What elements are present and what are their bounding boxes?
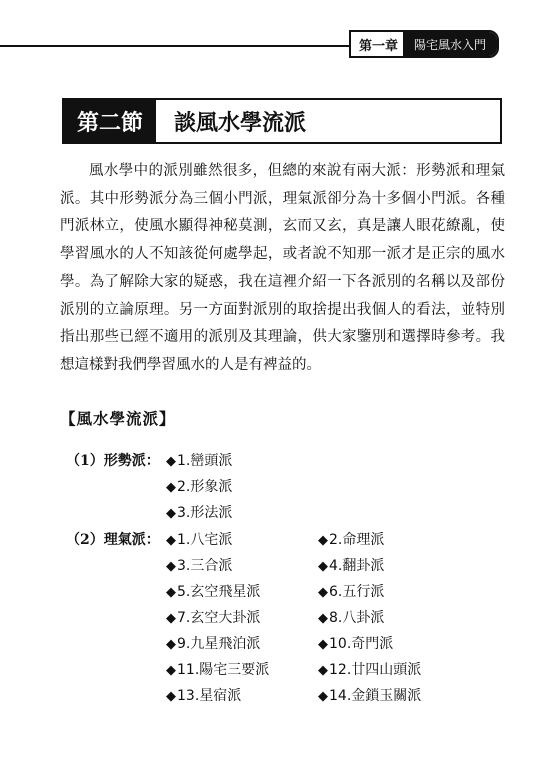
diamond-bullet-icon: ◆ (318, 559, 328, 574)
chapter-tab (349, 30, 499, 58)
list-item: ◆1.巒頭派 (166, 453, 233, 469)
body-paragraph: 風水學中的派別雖然很多，但總的來說有兩大派：形勢派和理氣派。其中形勢派分為三個小門派，理氣派卻分為十多個小門派。各種門派林立，使風水顯得神秘莫測，玄而又玄，真是讓人眼花繚亂，使學習風水的人不知該從何處學起，或者說不知那一派才是正宗的風水學。為了解除大家的疑惑，我在這裡介紹一下各派別的名稱以及部份派別的立論原理。另一方面對派別的取捨提出我個人的看法，並特別指出那些已經不適用的派別及其理論，供大家鑒別和選擇時參考。我想這樣對我們學習風水的人是有裨益的。 (60, 163, 505, 373)
diamond-bullet-icon: ◆ (166, 480, 176, 495)
diamond-bullet-icon: ◆ (166, 454, 176, 469)
diamond-bullet-icon: ◆ (166, 533, 176, 548)
diamond-bullet-icon: ◆ (318, 689, 328, 704)
list-item: ◆3.形法派 (166, 505, 233, 521)
category-label-xingshi: （1）形勢派： (66, 453, 160, 469)
chapter-title: 陽宅風水入門 (403, 32, 497, 56)
list-item: ◆2.命理派 (318, 532, 385, 548)
list-item: ◆3.三合派 (166, 558, 233, 574)
list-item: ◆11.陽宅三要派 (166, 662, 270, 678)
diamond-bullet-icon: ◆ (166, 663, 176, 678)
list-item: ◆1.八宅派 (166, 532, 233, 548)
diamond-bullet-icon: ◆ (166, 689, 176, 704)
diamond-bullet-icon: ◆ (318, 663, 328, 678)
diamond-bullet-icon: ◆ (318, 533, 328, 548)
section-heading (62, 98, 502, 144)
list-item: ◆4.翻卦派 (318, 558, 385, 574)
list-heading: 【風水學流派】 (60, 409, 176, 428)
diamond-bullet-icon: ◆ (318, 611, 328, 626)
diamond-bullet-icon: ◆ (166, 611, 176, 626)
category-label-liqi: （2）理氣派： (66, 532, 160, 548)
list-item: ◆10.奇門派 (318, 636, 394, 652)
diamond-bullet-icon: ◆ (166, 585, 176, 600)
list-item: ◆14.金鎖玉關派 (318, 688, 422, 704)
section-number: 第二節 (64, 100, 156, 142)
list-item: ◆6.五行派 (318, 584, 385, 600)
diamond-bullet-icon: ◆ (318, 637, 328, 652)
list-item: ◆8.八卦派 (318, 610, 385, 626)
diamond-bullet-icon: ◆ (318, 585, 328, 600)
diamond-bullet-icon: ◆ (166, 559, 176, 574)
chapter-label: 第一章 (359, 38, 399, 54)
section-title: 談風水學流派 (174, 109, 307, 136)
list-item: ◆7.玄空大卦派 (166, 610, 261, 626)
diamond-bullet-icon: ◆ (166, 506, 176, 521)
list-item: ◆5.玄空飛星派 (166, 584, 261, 600)
diamond-bullet-icon: ◆ (166, 637, 176, 652)
list-item: ◆2.形象派 (166, 479, 233, 495)
list-item: ◆9.九星飛泊派 (166, 636, 261, 652)
list-item: ◆13.星宿派 (166, 688, 242, 704)
header-rule (0, 45, 349, 47)
list-item: ◆12.廿四山頭派 (318, 662, 422, 678)
